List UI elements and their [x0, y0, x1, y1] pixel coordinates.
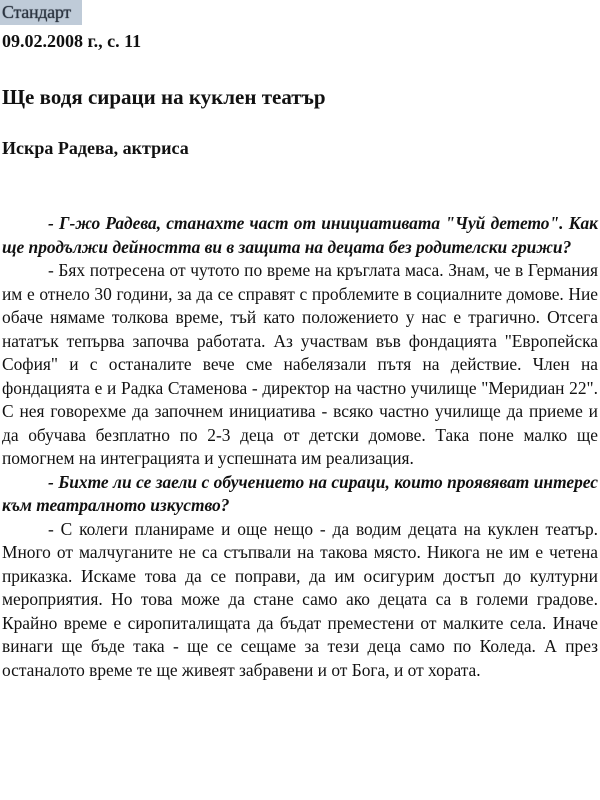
interview-question: - Г-жо Радева, станахте част от инициативата "Чуй детето". Как ще продължи дейността ви в защита на децата без родителски грижи?	[2, 213, 598, 257]
article-headline: Ще водя сираци на куклен театър	[2, 85, 326, 109]
article-body	[2, 212, 598, 682]
publication-logo: Стандарт	[0, 0, 82, 25]
interview-answer: - Бях потресена от чутото по време на кръглата маса. Знам, че в Германия им е отнело 30 години, за да се справят с проблемите в социалните домове. Ние обаче нямаме толкова време, тъй като положението у нас е трагично. Отсега нататък тепърва започва работата. Аз участвам във фондацията "Европейска София" и с останалите вече сме набелязали пътя на действие. Член на фондацията е и Радка Стаменова - директор на частно училище "Меридиан 22". С нея говорехме да започнем инициатива - всяко частно училище да приеме и да обучава безплатно по 2-3 деца от детски домове. Така поне малко ще помогнем на интеграцията и успешната им реализация.	[2, 260, 598, 468]
interview-answer: - С колеги планираме и още нещо - да водим децата на куклен театър. Много от малчуганите не са стъпвали на такова място. Никога не им е четена приказка. Искаме това да се поправи, да им осигурим достъп до културни мероприятия. Но това може да стане само ако децата са в големи градове. Крайно време е сиропиталищата да бъдат преместени от малките села. Иначе винаги ще бъде така - ще се сещаме за тези деца само по Коледа. А през останалото време те ще живеят забравени и от Бога, и от хората.	[2, 518, 598, 680]
interview-question: - Бихте ли се заели с обучението на сираци, които проявяват интерес към театралното изкуство?	[2, 471, 598, 515]
publication-date-page: 09.02.2008 г., с. 11	[2, 31, 142, 51]
article-byline: Искра Радева, актриса	[2, 138, 189, 158]
